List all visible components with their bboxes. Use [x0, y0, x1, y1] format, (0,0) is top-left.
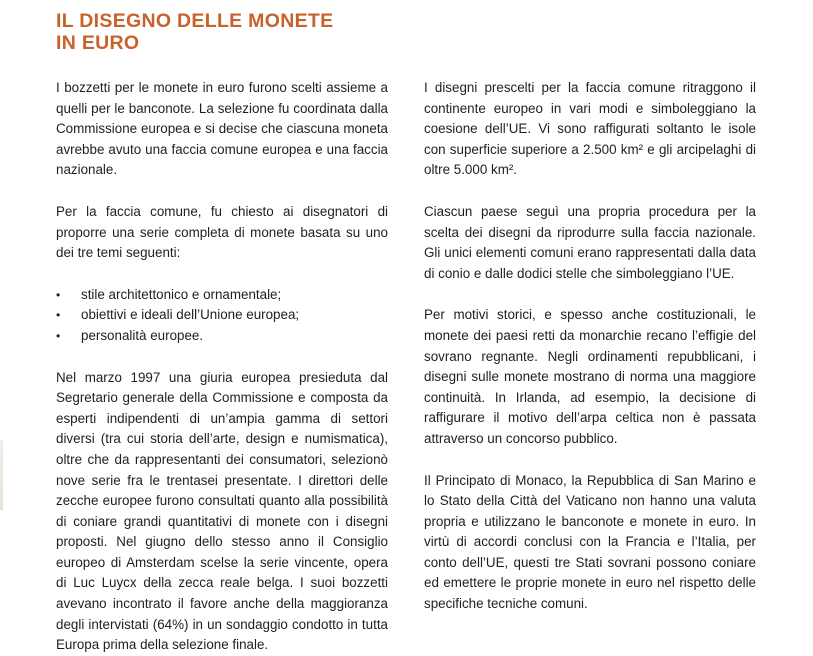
page-edge-shadow — [0, 440, 3, 510]
page-title-line-2: IN EURO — [56, 32, 140, 54]
paragraph-coin-selection: I bozzetti per le monete in euro furono scelti assieme a quelli per le banconote. La selezione fu coordinata dalla Commissione europea e si decise che ciascuna moneta avrebbe avuto una faccia comune europea e una faccia nazionale. — [56, 80, 388, 178]
left-column — [56, 78, 388, 656]
page-title-line-1: IL DISEGNO DELLE MONETE — [56, 10, 334, 32]
list-item: • stile architettonico e ornamentale; — [56, 285, 388, 306]
page-title — [56, 10, 333, 54]
paragraph-national-side: Ciascun paese seguì una propria procedura per la scelta dei disegni da riprodurre sulla faccia nazionale. Gli unici elementi comuni erano rappresentati dalla data di conio e dalle dodici stelle che simboleggiano l’UE. — [424, 203, 756, 281]
right-column — [424, 78, 756, 615]
paragraph-microstates: Il Principato di Monaco, la Repubblica di San Marino e lo Stato della Città del Vaticano non hanno una valuta propria e utilizzano le banconote e monete in euro. In virtù di accordi conclusi con la Francia e l’Italia, per conto dell’UE, questi tre Stati sovrani possono coniare ed emettere le proprie monete in euro nel rispetto delle specifiche tecniche comuni. — [424, 472, 756, 612]
list-item: • obiettivi e ideali dell’Unione europea; — [56, 305, 388, 326]
paragraph-monarchies: Per motivi storici, e spesso anche costituzionali, le monete dei paesi retti da monarchie recano l’effigie del sovrano regnante. Negli ordinamenti repubblicani, i disegni sulle monete mostrano di norma una maggiore continuità. In Irlanda, ad esempio, la decisione di raffigurare il motivo dell’arpa celtica non è passata attraverso un concorso pubblico. — [424, 307, 756, 446]
list-item: • personalità europee. — [56, 326, 388, 347]
themes-list — [56, 285, 388, 347]
paragraph-common-side-designs: I disegni prescelti per la faccia comune ritraggono il continente europeo in vari modi e simboleggiano la coesione dell’UE. Vi sono raffigurati soltanto le isole con superficie superiore a 2.500 km² e gli arcipelaghi di oltre 5.000 km². — [424, 80, 756, 178]
paragraph-jury-selection: Nel marzo 1997 una giuria europea presieduta dal Segretario generale della Commissione e composta da esperti indipendenti di un’ampia gamma di settori diversi (tra cui storia dell’arte, design e numismatica), oltre che da rappresentanti dei consumatori, selezionò nove serie fra le trentasei presentate. I direttori delle zecche europee furono consultati quanto alla possibilità di coniare grandi quantitativi di monete con i disegni proposti. Nel giugno dello stesso anno il Consiglio europeo di Amsterdam scelse la serie vincente, opera di Luc Luycx della zecca reale belga. I suoi bozzetti avevano incontrato il favore anche della maggioranza degli intervistati (64%) in un sondaggio condotto in tutta Europa prima della selezione finale. — [56, 369, 388, 653]
paragraph-common-side-themes: Per la faccia comune, fu chiesto ai disegnatori di proporre una serie completa di monete basata su uno dei tre temi seguenti: — [56, 203, 388, 261]
